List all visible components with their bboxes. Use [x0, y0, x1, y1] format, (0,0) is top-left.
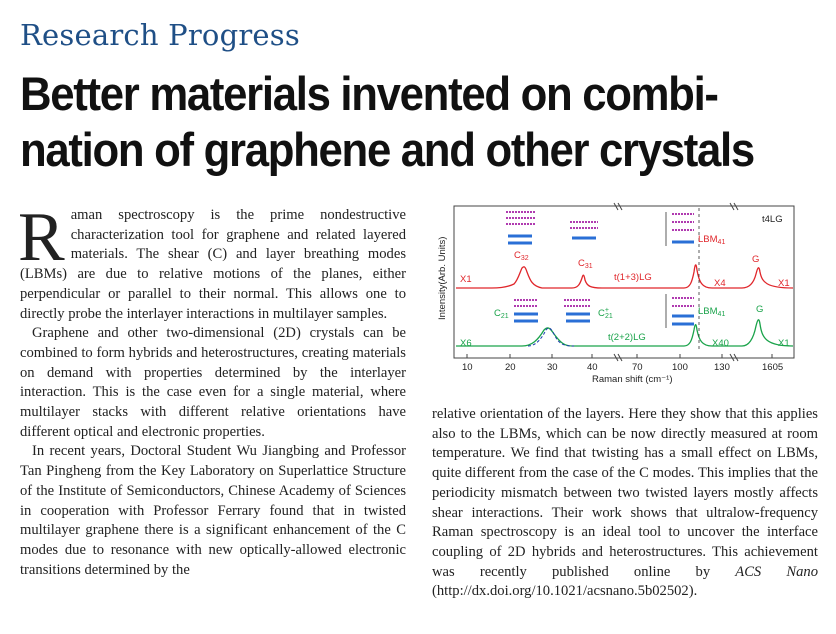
top-scale-mid: X4: [714, 278, 726, 289]
xtick-label: 30: [547, 362, 558, 373]
layer-schematic-lbm-top: [666, 212, 694, 246]
paragraph-4: [432, 405, 818, 602]
xtick-label: 130: [714, 362, 730, 373]
xtick-label: 100: [672, 362, 688, 373]
paragraph-1: [18, 199, 406, 324]
raman-spectra-svg: [432, 200, 824, 396]
layer-schematic-lbm-bottom: [666, 294, 694, 328]
paragraph-4-text: relative orientation of the layers. Here they show that this applies also to the LBMs, which can be now directly measured at room temperature. We find that twisting has a small effect on LBMs, quite different from the case of the C modes. This implies that the periodicity mismatch between two twisted layers mostly affects shear interactions. Their work shows that ultralow-frequency Raman spectroscopy is an ideal tool to uncover the interface coupling of 2D hybrids and heterostructures. This achievement was recently published online by: [432, 406, 818, 580]
top-scale-right: X1: [778, 278, 790, 289]
layer-schematic-c31: [570, 222, 598, 238]
x-axis-label: Raman shift (cm⁻¹): [592, 374, 673, 385]
y-axis-label: Intensity(Arb. Units): [437, 236, 448, 320]
article-column-right: [432, 405, 818, 602]
xtick-label: 1605: [762, 362, 784, 373]
raman-figure: [432, 200, 824, 396]
c31-label: $C_{31}$: [578, 258, 593, 270]
g-top-label: G: [752, 254, 760, 265]
article-column-left: [18, 199, 406, 580]
bottom-scale-left: X6: [460, 338, 472, 349]
xtick-label: 70: [632, 362, 643, 373]
headline-line-2: nation of graphene and other crystals: [20, 123, 754, 176]
bottom-scale-right: X1: [778, 338, 790, 349]
lbm-top-label: $LBM_{41}$: [698, 234, 726, 246]
sample-label: t4LG: [762, 214, 783, 225]
c21-plus-label: C+ 21: [598, 307, 613, 320]
bottom-curve-name: t(2+2)LG: [608, 332, 646, 343]
paragraph-2: Graphene and other two-dimensional (2D) crystals can be combined to form hybrids and heterostructures, creating materials on demand with properties determined by the interlayer interaction. This is the case even for a single material, where multilayer stacks with different relative orientations have different optical and electronic properties.: [20, 325, 406, 440]
xtick-label: 40: [587, 362, 598, 373]
journal-name: ACS Nano: [735, 563, 819, 580]
g-bottom-label: G: [756, 304, 764, 315]
top-scale-left: X1: [460, 274, 472, 285]
xtick-label: 20: [505, 362, 516, 373]
lbm-bottom-label: $LBM_{41}$: [698, 306, 726, 318]
c21-minus-label: $C_{21}$: [494, 308, 509, 320]
xtick-label: 10: [462, 362, 473, 373]
bottom-scale-mid: X40: [712, 338, 729, 349]
layer-schematic-c32: [506, 212, 536, 243]
top-curve-name: t(1+3)LG: [614, 272, 652, 283]
drop-cap: R: [18, 199, 65, 276]
layer-schematic-c21: [514, 300, 590, 321]
headline-line-1: Better materials invented on combi-: [20, 67, 718, 120]
section-title: Research Progress: [20, 18, 300, 52]
headline: [20, 66, 764, 178]
c32-label: $C_{32}$: [514, 250, 529, 262]
paragraph-1-text: aman spectroscopy is the prime nondestructive characterization tool for graphene and related layered materials. The shear (C) and layer breathing modes (LBMs) are due to relative motions of the planes, either perpendicular or parallel to their normal. This allows one to directly probe the interlayer interactions in multilayer samples.: [20, 207, 406, 322]
doi-text: (http://dx.doi.org/10.1021/acsnano.5b02502).: [432, 583, 698, 600]
paragraph-3: In recent years, Doctoral Student Wu Jiangbing and Professor Tan Pingheng from the Key Laboratory on Superlattice Structure of the Institute of Semiconductors, Chinese Academy of Sciences in cooperation with Professor Ferrary found that in twisted multilayer graphene there is a significant enhancement of the C modes due to resonance with new optically-allowed electronic transitions determined by the: [20, 443, 406, 578]
